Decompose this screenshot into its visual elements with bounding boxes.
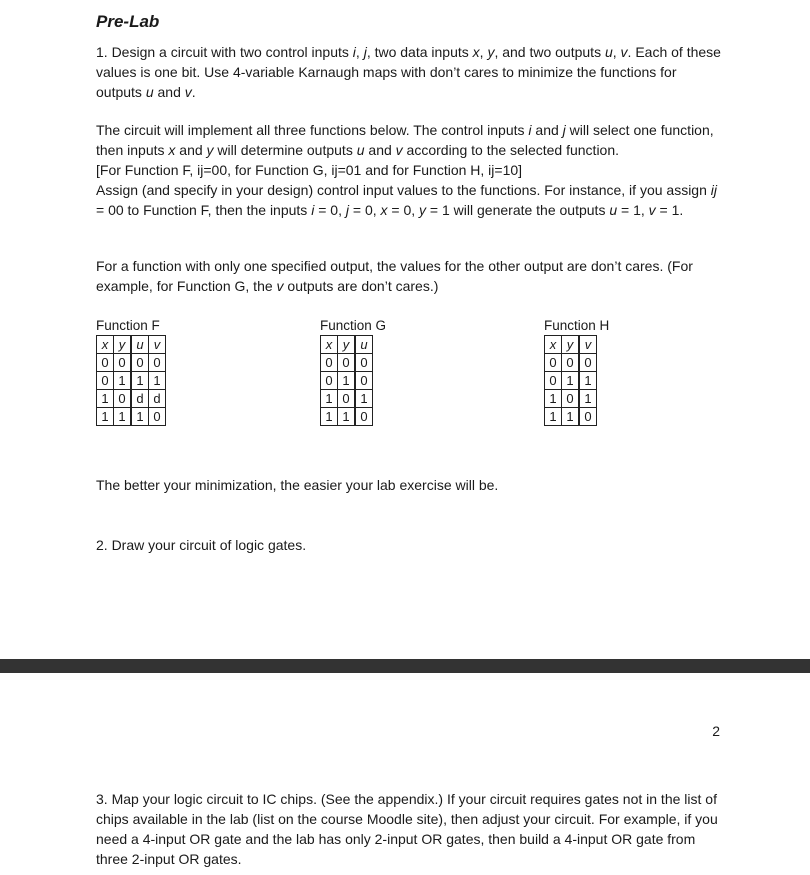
table-cell: 0 xyxy=(562,390,580,408)
table-cell: 1 xyxy=(131,408,149,426)
truth-table-f xyxy=(96,335,166,426)
table-cell: 1 xyxy=(321,390,338,408)
table-cell: 0 xyxy=(149,354,166,372)
table-cell: 0 xyxy=(545,372,562,390)
table-row xyxy=(545,408,597,426)
table-cell: 1 xyxy=(562,372,580,390)
table-cell: d xyxy=(149,390,166,408)
page-title: Pre-Lab xyxy=(96,12,160,31)
function-h-caption: Function H xyxy=(544,318,610,333)
table-cell: 1 xyxy=(114,372,132,390)
table-cell: y xyxy=(114,336,132,354)
table-cell: v xyxy=(579,336,597,354)
page-break-divider xyxy=(0,659,810,673)
table-cell: d xyxy=(131,390,149,408)
table-cell: 1 xyxy=(114,408,132,426)
table-cell: 1 xyxy=(579,372,597,390)
table-cell: u xyxy=(355,336,373,354)
function-h-table xyxy=(544,317,609,426)
table-cell: 0 xyxy=(97,372,114,390)
table-row xyxy=(545,372,597,390)
table-cell: 0 xyxy=(355,372,373,390)
table-cell: 1 xyxy=(338,408,356,426)
truth-table-h xyxy=(544,335,597,426)
table-cell: 0 xyxy=(321,372,338,390)
page-number: 2 xyxy=(712,723,720,739)
table-cell: 0 xyxy=(355,408,373,426)
table-row xyxy=(97,408,166,426)
table-cell: 0 xyxy=(149,408,166,426)
truth-table-g xyxy=(320,335,373,426)
table-cell: 1 xyxy=(338,372,356,390)
table-cell: 0 xyxy=(114,390,132,408)
table-row xyxy=(97,354,166,372)
table-row xyxy=(321,372,373,390)
dont-care-note-text: For a function with only one specified output, the values for the other output are don’t cares. (For example, for Function G, the v outputs are don’t cares.) xyxy=(96,258,693,294)
question-1-text: 1. Design a circuit with two control inputs i, j, two data inputs x, y, and two outputs u, v. Each of these values is one bit. Use 4-variable Karnaugh maps with don’t cares to minimize the functions for outputs u and v. xyxy=(96,44,721,100)
table-cell: 0 xyxy=(114,354,132,372)
table-header-row xyxy=(545,336,597,354)
table-cell: 1 xyxy=(545,390,562,408)
function-g-table xyxy=(320,317,386,426)
minimization-note: The better your minimization, the easier your lab exercise will be. xyxy=(96,477,499,493)
table-cell: 0 xyxy=(131,354,149,372)
table-cell: y xyxy=(338,336,356,354)
table-cell: 1 xyxy=(321,408,338,426)
table-header-row xyxy=(97,336,166,354)
table-cell: 0 xyxy=(579,408,597,426)
table-cell: 1 xyxy=(131,372,149,390)
question-2: 2. Draw your circuit of logic gates. xyxy=(96,537,307,553)
table-cell: 1 xyxy=(149,372,166,390)
table-row xyxy=(97,390,166,408)
table-cell: 0 xyxy=(355,354,373,372)
table-cell: x xyxy=(545,336,562,354)
table-cell: 0 xyxy=(338,354,356,372)
table-cell: 0 xyxy=(321,354,338,372)
table-row xyxy=(545,390,597,408)
table-row xyxy=(321,354,373,372)
table-cell: y xyxy=(562,336,580,354)
table-row xyxy=(321,408,373,426)
table-cell: 1 xyxy=(97,408,114,426)
table-cell: 1 xyxy=(562,408,580,426)
table-row xyxy=(545,354,597,372)
table-cell: 0 xyxy=(545,354,562,372)
function-f-table xyxy=(96,317,166,426)
table-cell: v xyxy=(149,336,166,354)
table-row xyxy=(97,372,166,390)
table-cell: 1 xyxy=(97,390,114,408)
circuit-description-text: The circuit will implement all three functions below. The control inputs i and j will select one function, then inputs x and y will determine outputs u and v according to the selected function. [For Function F, ij=00, for Function G, ij=01 and for Function H, ij=10] Assign (and specify in your design) control input values to the functions. For instance, if you assign ij = 00 to Function F, then the inputs i = 0, j = 0, x = 0, y = 1 will generate the outputs u = 1, v = 1. xyxy=(96,122,718,218)
table-cell: 0 xyxy=(579,354,597,372)
table-cell: 1 xyxy=(355,390,373,408)
circuit-description xyxy=(96,120,721,220)
table-cell: 1 xyxy=(545,408,562,426)
table-header-row xyxy=(321,336,373,354)
question-1 xyxy=(96,42,726,102)
table-cell: u xyxy=(131,336,149,354)
table-cell: 1 xyxy=(579,390,597,408)
table-cell: 0 xyxy=(338,390,356,408)
function-f-caption: Function F xyxy=(96,318,160,333)
question-3: 3. Map your logic circuit to IC chips. (See the appendix.) If your circuit requires gates not in the list of chips available in the lab (list on the course Moodle site), then adjust your circuit. For example, if you need a 4-input OR gate and the lab has only 2-input OR gates, then build a 4-input OR gate from three 2-input OR gates. xyxy=(96,791,718,867)
function-g-caption: Function G xyxy=(320,318,387,333)
table-cell: 0 xyxy=(97,354,114,372)
dont-care-note xyxy=(96,256,716,296)
table-cell: x xyxy=(321,336,338,354)
table-row xyxy=(321,390,373,408)
table-cell: x xyxy=(97,336,114,354)
table-cell: 0 xyxy=(562,354,580,372)
